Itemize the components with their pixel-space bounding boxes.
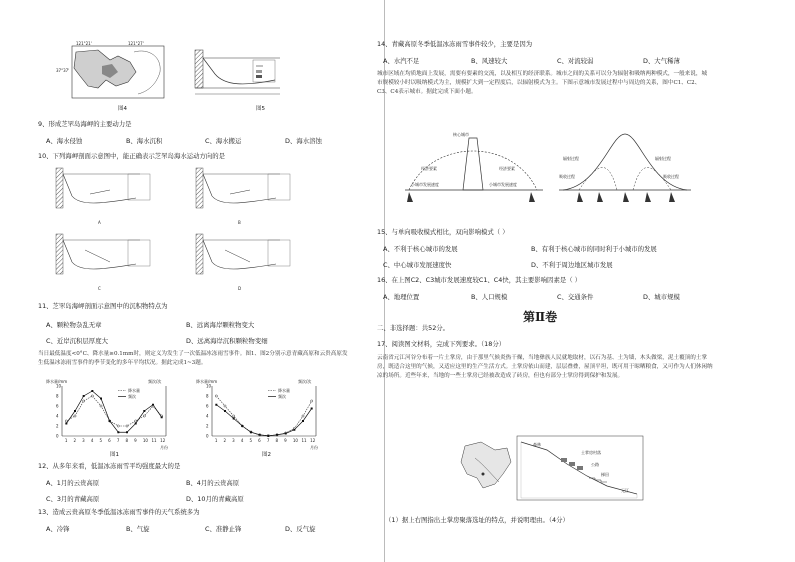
left-column xyxy=(0,0,384,562)
figure-4-map xyxy=(58,42,168,104)
fig4-caption: 图4 xyxy=(118,106,127,112)
chart-2-point-freq xyxy=(302,420,304,422)
chart-1-point-freq xyxy=(126,431,128,433)
question-12-option-a[interactable]: A、1月的云贵高原 xyxy=(46,479,100,487)
chart-1-xtick: 12 xyxy=(160,438,166,443)
chart-1-point-freq xyxy=(100,398,102,400)
question-13-option-c[interactable]: C、准静止锋 xyxy=(205,525,242,533)
question-11-option-a[interactable]: A、颗粒物杂乱无章 xyxy=(46,321,102,329)
fig4-lon2: 121°27' xyxy=(128,41,144,46)
question-9-option-c[interactable]: C、海水搬运 xyxy=(205,137,242,145)
question-16-stem: 16、在上图C2、C3城市发展速度较C1、C4快，其主要影响因素是（ ） xyxy=(377,276,582,284)
profile-a[interactable] xyxy=(56,168,150,225)
chart-1-xtick: 8 xyxy=(125,438,129,443)
question-17-1-stem: （1）据上右图指出土掌房聚落选址的特点，并说明理由。（4分） xyxy=(385,516,569,524)
chart-1-series-freq xyxy=(66,391,161,432)
question-9-stem: 9、形成芝罘岛海岬的主要动力是 xyxy=(38,120,132,128)
profile-d-label: D xyxy=(238,286,242,291)
chart-1 xyxy=(44,376,184,452)
profile-b[interactable] xyxy=(196,168,290,225)
chart-2-xtick: 6 xyxy=(258,438,261,443)
chart-1-xtick: 3 xyxy=(82,438,85,443)
fig4-lon1: 121°21' xyxy=(76,41,92,46)
legend-terrace: 梯田 xyxy=(601,472,609,477)
chart-1-point-freq xyxy=(135,423,137,425)
city-diagram xyxy=(403,130,703,220)
legend-river: 元江 xyxy=(621,488,629,493)
chart-2-point-freq xyxy=(233,418,235,420)
chart-2-xtick: 4 xyxy=(240,438,244,443)
chart-1-ytick: 8 xyxy=(56,393,59,399)
core-city-label: 核心城市 xyxy=(453,132,469,137)
absorb-label-1: 吸收过程 xyxy=(559,174,575,179)
chart-2-point-freq xyxy=(241,425,243,427)
chart-2-ytick: 4 xyxy=(206,413,209,419)
right-column xyxy=(377,0,795,562)
chart-2-xtick: 12 xyxy=(310,438,316,443)
chart-2-point-precip xyxy=(224,405,226,407)
question-16-option-d[interactable]: D、城市规模 xyxy=(643,293,680,301)
chart-2-ytick: 8 xyxy=(206,393,209,399)
chart-2-xtick: 2 xyxy=(223,438,227,443)
figure-5-profile xyxy=(185,44,290,102)
chart-1-point-freq xyxy=(161,416,163,418)
question-15-option-b[interactable]: B、有利于核心城市的同时利于小城市的发展 xyxy=(531,245,657,253)
chart-1-point-precip xyxy=(126,425,128,427)
chart-2-xtick: 3 xyxy=(232,438,235,443)
chart-2-point-freq xyxy=(311,408,313,410)
question-13-option-a[interactable]: A、冷锋 xyxy=(46,525,70,533)
question-15-option-a[interactable]: A、不利于核心城市的发展 xyxy=(383,245,458,253)
question-13-option-d[interactable]: D、反气旋 xyxy=(285,525,316,533)
question-10-profiles xyxy=(40,164,330,294)
question-9-option-a[interactable]: A、海水侵蚀 xyxy=(46,137,83,145)
chart-2-point-freq xyxy=(215,404,217,406)
diagram-left xyxy=(405,131,543,202)
chart-2-xtick: 5 xyxy=(249,438,253,443)
chart-1-point-precip xyxy=(135,420,137,422)
chart-1-xtick: 2 xyxy=(73,438,77,443)
chart-1-series-precip xyxy=(66,396,161,426)
question-14-option-a[interactable]: A、水汽不足 xyxy=(383,57,420,65)
absorb-label-2: 吸收过程 xyxy=(663,174,679,179)
chart-1-xtick: 6 xyxy=(108,438,111,443)
question-9-option-b[interactable]: B、海水沉积 xyxy=(126,137,163,145)
question-13-stem: 13、造成云贵高原冬季低温冰冻雨雪事件的天气系统多为 xyxy=(38,508,200,516)
chart-2-point-freq xyxy=(276,434,278,436)
chart-1-point-precip xyxy=(117,425,119,427)
chart-2-caption: 图2 xyxy=(262,452,271,458)
chart-2-xtick: 8 xyxy=(275,438,279,443)
chart-2-ytick: 10 xyxy=(206,383,212,389)
chart-1-point-precip xyxy=(65,420,67,422)
question-14-stem: 14、青藏高原冬季低温冰冻雨雪事件较少，主要是因为 xyxy=(377,40,533,48)
chart-1-ytick: 0 xyxy=(56,433,59,439)
question-15-option-d[interactable]: D、不利于周边地区城市发展 xyxy=(531,261,613,269)
village-section xyxy=(517,436,643,500)
chart-2-ytick: 0 xyxy=(206,433,209,439)
chart-1-y2label: 频次/次 xyxy=(148,379,162,384)
chart-2-point-precip xyxy=(302,415,304,417)
small-city-label-1: 小城市发展速度 xyxy=(411,182,439,187)
chart-1-point-freq xyxy=(74,410,76,412)
climate-intro-text: 当日最低温度<0°C、降水量≥0.1mm时，则定义为发生了一次低温冰冻雨雪事件。图1、图2分别示意青藏高原和云贵高原发生低温冰冻雨雪事件的季节变化的多年平均状况。据此完成1~3题。 xyxy=(38,351,348,367)
chart-1-xtick: 4 xyxy=(90,438,94,443)
question-15-option-c[interactable]: C、中心城市发展速度快 xyxy=(383,261,452,269)
chart-2-xtick: 11 xyxy=(301,438,307,443)
question-11-option-c[interactable]: C、近岸沉积层厚度大 xyxy=(46,337,108,345)
chart-1-ytick: 6 xyxy=(56,403,59,409)
chart-2-xtick: 9 xyxy=(284,438,287,443)
chart-2-point-precip xyxy=(233,415,235,417)
question-17-stem: 17、阅读图文材料，完成下列要求。（18分） xyxy=(377,340,506,348)
chart-2 xyxy=(194,376,334,452)
chart-1-xtick: 10 xyxy=(142,438,148,443)
chart-2-legend-freq: 频次 xyxy=(278,394,286,399)
chart-1-xtick: 1 xyxy=(64,438,68,443)
small-city-label-2: 小城市发展速度 xyxy=(489,182,517,187)
profile-a-label: A xyxy=(98,220,101,225)
question-11-stem: 11、芝罘岛海岬剖面示意图中的沉积物特点为 xyxy=(38,302,168,310)
chart-2-point-freq xyxy=(285,433,287,435)
factor-label-2: 经济要素 xyxy=(499,166,515,171)
chart-1-point-freq xyxy=(143,410,145,412)
question-11-option-b[interactable]: B、远离海岸颗粒物变大 xyxy=(186,321,255,329)
question-12-option-d[interactable]: D、10月的青藏高原 xyxy=(186,495,244,503)
legend-road: 公路 xyxy=(591,462,599,467)
question-16-option-b[interactable]: B、人口规模 xyxy=(471,293,508,301)
chart-2-xtick: 1 xyxy=(214,438,218,443)
question-11-option-d[interactable]: D、远离海岸沉积颗粒物变细 xyxy=(186,337,268,345)
chart-2-point-freq xyxy=(224,410,226,412)
question-12-option-b[interactable]: B、4月的云贵高原 xyxy=(186,479,240,487)
question-16-option-a[interactable]: A、地理位置 xyxy=(383,293,420,301)
section-ii-title: 第Ⅱ卷 xyxy=(523,310,558,324)
chart-1-point-freq xyxy=(91,390,93,392)
fig5-caption: 图5 xyxy=(256,106,265,112)
chart-1-ylabel: 降水量/mm xyxy=(46,379,68,384)
profile-c-label: C xyxy=(98,286,101,291)
profile-d[interactable] xyxy=(196,234,290,291)
legend-village: 土掌房村落 xyxy=(581,450,601,455)
chart-1-point-precip xyxy=(74,415,76,417)
question-13-option-b[interactable]: B、气旋 xyxy=(126,525,150,533)
profile-b-label: B xyxy=(238,220,241,225)
chart-2-point-freq xyxy=(293,429,295,431)
chart-1-xtick: 7 xyxy=(116,438,120,443)
chart-2-point-precip xyxy=(311,400,313,402)
chart-1-ytick: 2 xyxy=(56,423,59,429)
chart-1-xlabel: 月份 xyxy=(160,445,168,450)
chart-2-point-freq xyxy=(259,434,261,436)
question-15-stem: 15、与单向吸收模式相比，双向影响模式（ ） xyxy=(377,228,509,236)
profile-c[interactable] xyxy=(56,234,150,291)
chart-2-ytick: 2 xyxy=(206,423,209,429)
chart-2-legend-precip: 降水量 xyxy=(278,388,290,393)
chart-1-legend-precip: 降水量 xyxy=(128,388,140,393)
chart-2-y2label: 频次/次 xyxy=(298,379,312,384)
chart-2-ytick: 6 xyxy=(206,403,209,409)
legend-forest: 森林 xyxy=(533,442,541,447)
question-14-option-d[interactable]: D、大气稀薄 xyxy=(643,57,680,65)
chart-2-point-precip xyxy=(215,395,217,397)
chart-2-xlabel: 月份 xyxy=(310,445,318,450)
radiation-label-1: 辐射过程 xyxy=(563,156,579,161)
chart-1-ytick: 10 xyxy=(56,383,62,389)
chart-1-point-freq xyxy=(109,420,111,422)
question-16-option-c[interactable]: C、交通条件 xyxy=(557,293,594,301)
chart-1-point-precip xyxy=(83,400,85,402)
chart-1-xtick: 11 xyxy=(151,438,157,443)
chart-1-caption: 图1 xyxy=(110,452,119,458)
chart-2-xtick: 10 xyxy=(292,438,298,443)
fig4-lat: 37°37' xyxy=(56,68,70,73)
question-12-option-c[interactable]: C、3月的青藏高原 xyxy=(46,495,100,503)
chart-1-point-freq xyxy=(83,395,85,397)
diagram-right xyxy=(559,134,691,202)
question-17-passage: 云南省元江河谷分布着一片土掌房，由于那里气候炎热干燥，当地彝族人民就地取材，以石为基、土为墙，木头做梁，泥土覆顶的土掌房，既适合这里的气候，又适应这里的生产生活方式。土掌房依山而建，层层叠叠，屋顶平坦，既可用于晾晒粮食，又可作为人们休闲纳凉的场所。近些年来，当地的一些土掌房已经被改造成了砖房，但也有部分土掌房得到保护和发展。 xyxy=(377,355,713,380)
radiation-label-2: 辐射过程 xyxy=(655,156,671,161)
chart-1-point-precip xyxy=(100,405,102,407)
chart-1-point-precip xyxy=(143,415,145,417)
chart-1-point-freq xyxy=(65,423,67,425)
chart-1-xtick: 9 xyxy=(134,438,137,443)
chart-1-point-precip xyxy=(91,395,93,397)
chart-2-series-freq xyxy=(216,405,311,436)
chart-2-ylabel: 降水量/mm xyxy=(196,379,218,384)
question-9-option-d[interactable]: D、海水溶蚀 xyxy=(285,137,322,145)
chart-2-point-freq xyxy=(250,431,252,433)
chart-1-xtick: 5 xyxy=(99,438,103,443)
question-10-stem: 10、下列海岬剖面示意图中，能正确表示芝罘岛海水运动方向的是 xyxy=(38,152,226,160)
question-12-stem: 12、从多年来看，低温冰冻雨雪平均强度最大的是 xyxy=(38,462,181,470)
question-14-option-b[interactable]: B、风速较大 xyxy=(471,57,508,65)
chart-2-point-freq xyxy=(267,435,269,437)
chart-1-ytick: 4 xyxy=(56,413,59,419)
section-ii-subtitle: 二、非选择题：共52分。 xyxy=(377,324,450,332)
factor-label-1: 经济要素 xyxy=(421,166,437,171)
chart-1-legend-freq: 频次 xyxy=(128,394,136,399)
chart-1-point-freq xyxy=(152,404,154,406)
chart-2-xtick: 7 xyxy=(266,438,270,443)
yunnan-map xyxy=(455,438,515,492)
chart-1-point-freq xyxy=(117,431,119,433)
question-14-option-c[interactable]: C、对流较弱 xyxy=(557,57,594,65)
city-passage-text: 城市区域在均质地面上发展，需要有要素的交流，以及相互的经济联系。城市之间的关系可以分为辐射和吸纳两种模式，一般来说，城市规模较小时以吸纳模式为主，规模扩大到一定程度后，以辐射模式为主。下图示意城市发展过程中与周边的关系，图中C1、C2、C3、C4表示城市。据此完成下面小题。 xyxy=(377,71,708,96)
